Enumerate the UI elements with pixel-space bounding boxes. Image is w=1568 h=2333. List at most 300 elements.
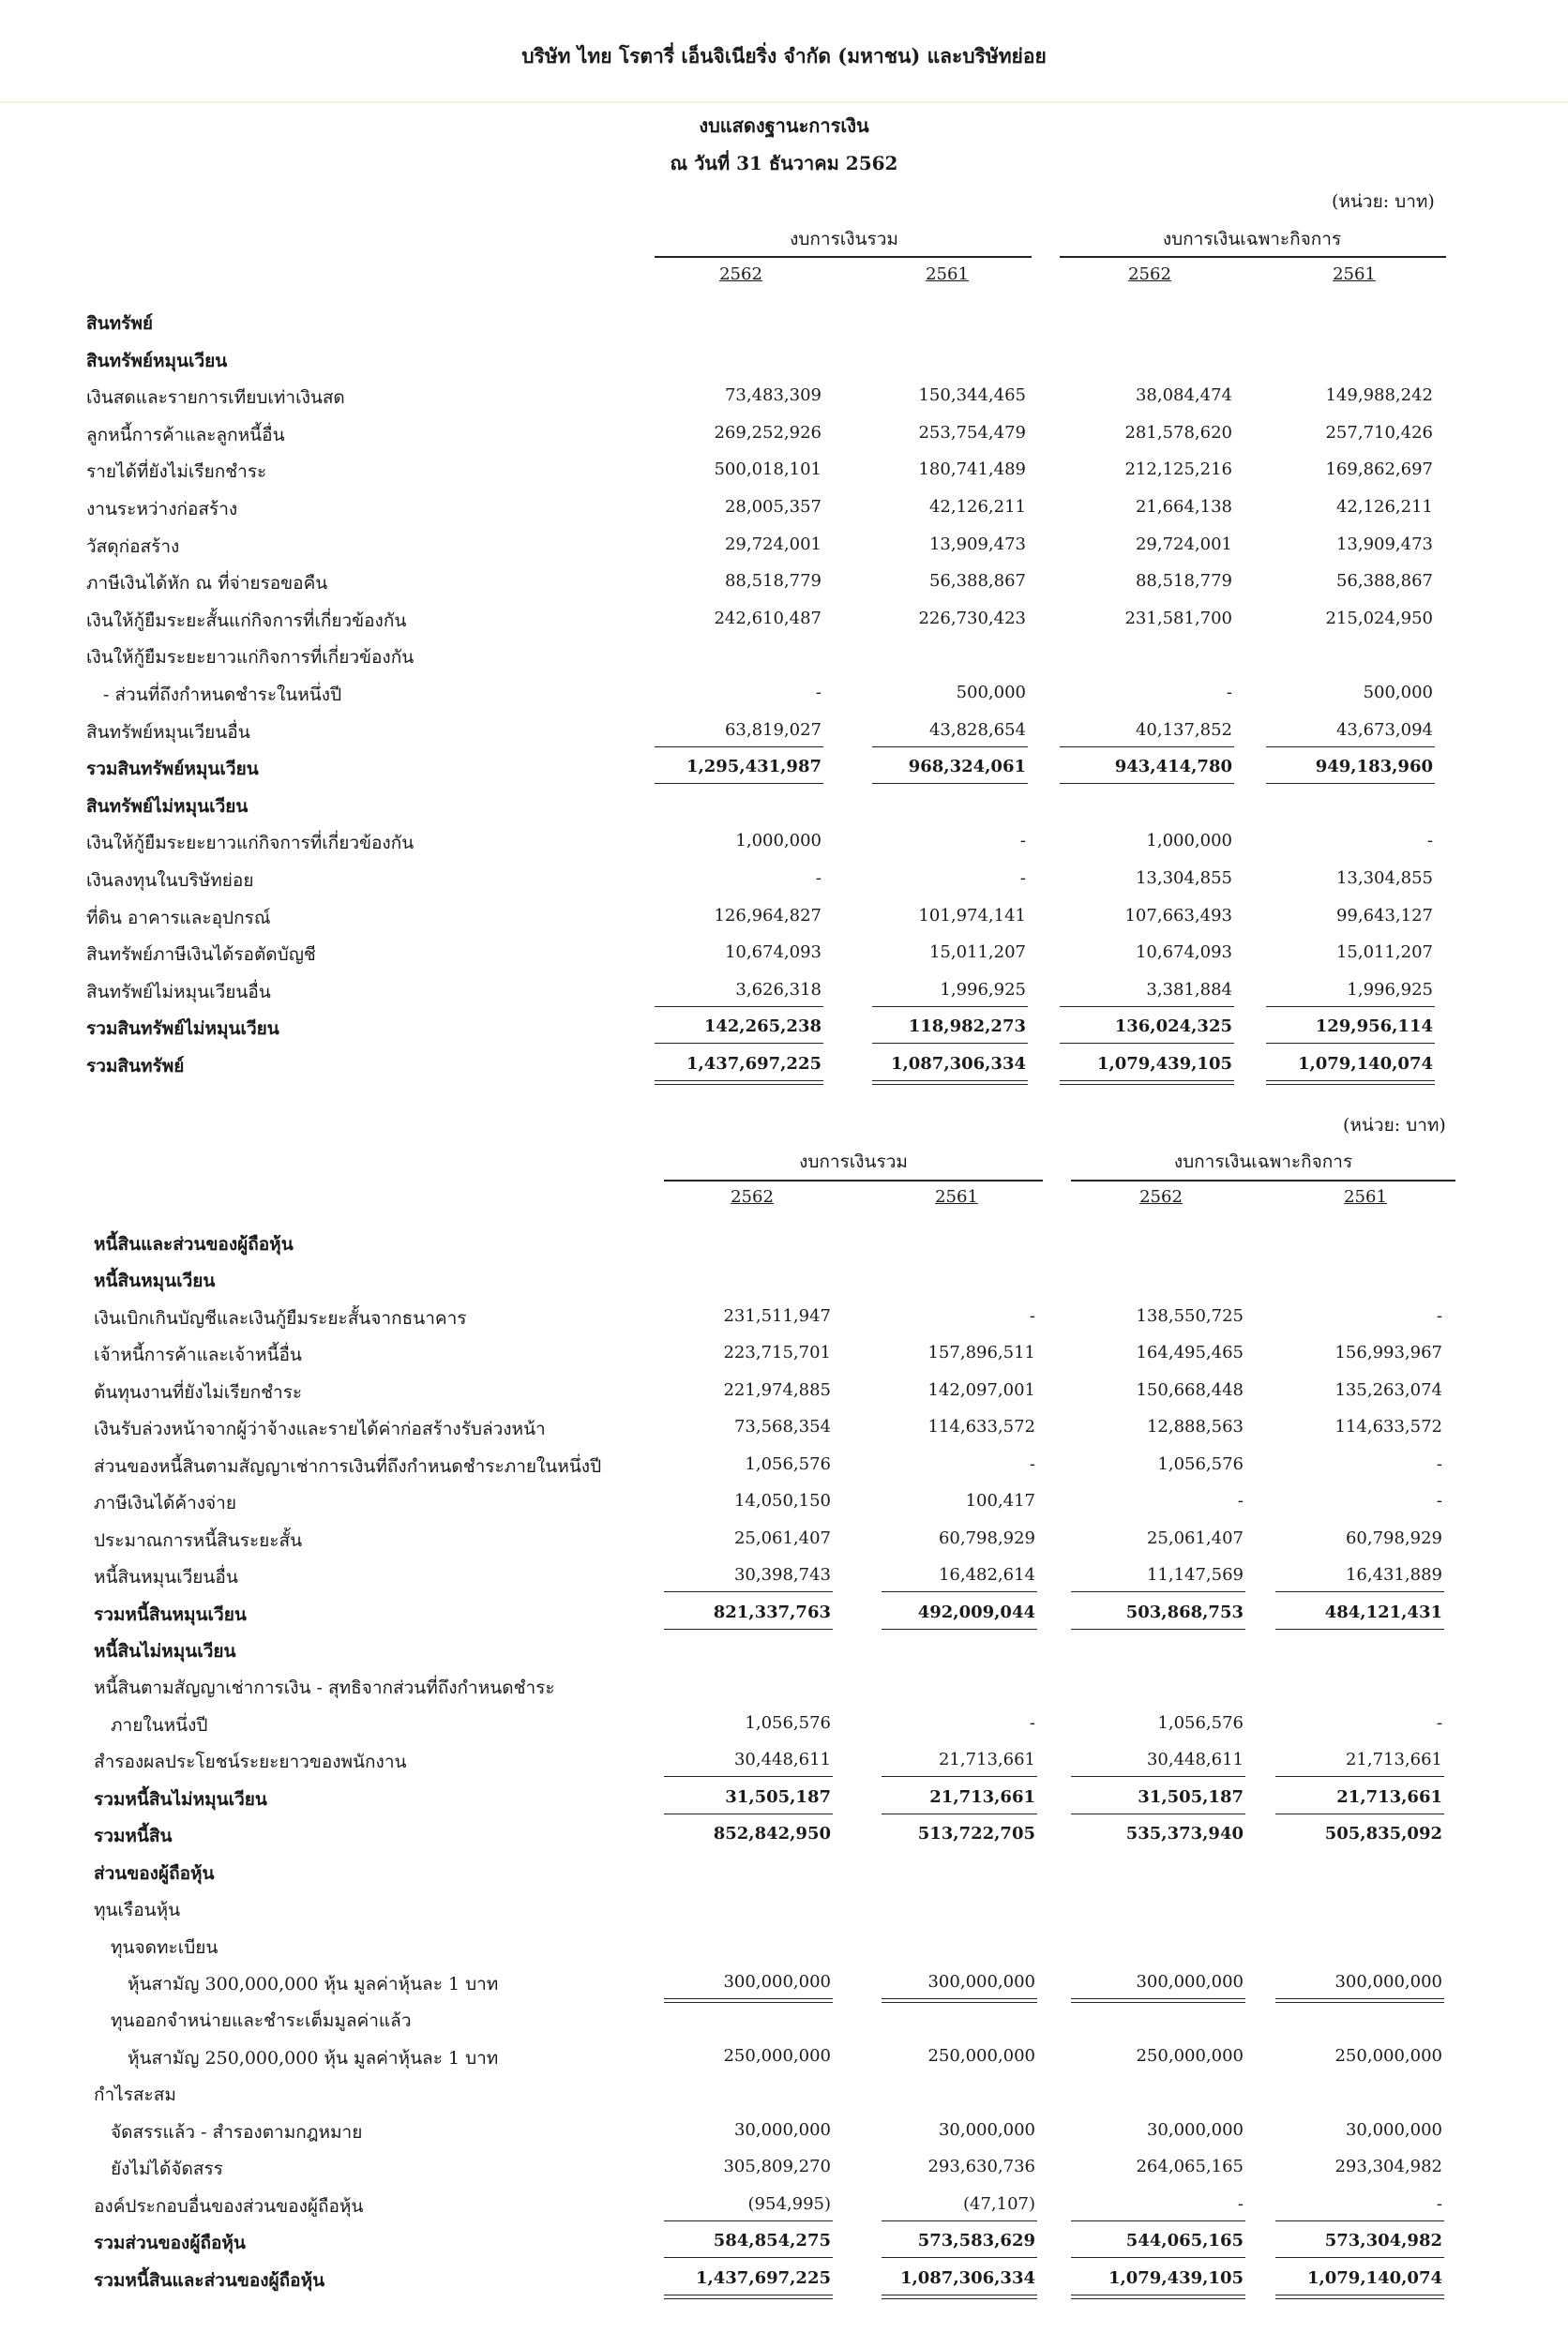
value-consolidated-2562: 1,437,697,225 xyxy=(686,1054,822,1074)
statement-row xyxy=(0,2081,1568,2109)
value-separate-2562: 1,079,439,105 xyxy=(1108,2268,1244,2288)
statement-row xyxy=(0,607,1568,635)
underline xyxy=(1060,746,1234,747)
row-label: - ส่วนที่ถึงกำหนดชำระในหนึ่งปี xyxy=(103,685,342,705)
double-underline xyxy=(1275,2295,1444,2299)
underline xyxy=(872,1006,1028,1007)
underline xyxy=(872,1043,1028,1044)
double-underline xyxy=(655,1080,823,1085)
value-separate-2561: 573,304,982 xyxy=(1324,2231,1442,2250)
value-separate-2561: - xyxy=(1436,1306,1442,1326)
value-consolidated-2562: 3,626,318 xyxy=(735,980,822,1000)
value-separate-2562: 3,381,884 xyxy=(1146,980,1232,1000)
value-consolidated-2561: 42,126,211 xyxy=(928,497,1026,517)
value-consolidated-2562: 584,854,275 xyxy=(713,2231,831,2250)
value-consolidated-2562: 31,505,187 xyxy=(725,1787,831,1807)
value-separate-2561: 505,835,092 xyxy=(1324,1824,1442,1844)
value-separate-2561: 99,643,127 xyxy=(1335,906,1433,926)
value-consolidated-2561: - xyxy=(1019,831,1026,850)
value-separate-2561: 149,988,242 xyxy=(1325,385,1433,405)
group-separate-rule xyxy=(1071,1180,1455,1182)
group-separate-rule xyxy=(1060,256,1446,258)
value-consolidated-2562: 821,337,763 xyxy=(713,1603,831,1622)
row-label: ส่วนของผู้ถือหุ้น xyxy=(94,1863,215,1884)
row-label: รวมหนี้สิน xyxy=(94,1826,173,1846)
value-consolidated-2562: 126,964,827 xyxy=(714,906,822,926)
value-separate-2562: 30,000,000 xyxy=(1146,2120,1244,2140)
row-label: หุ้นสามัญ 250,000,000 หุ้น มูลค่าหุ้นละ 1 บาท xyxy=(128,2048,499,2069)
value-separate-2561: 1,996,925 xyxy=(1347,980,1433,1000)
underline xyxy=(664,1591,833,1592)
value-consolidated-2562: 30,398,743 xyxy=(733,1565,831,1585)
row-label: รายได้ที่ยังไม่เรียกชำระ xyxy=(86,461,267,482)
statement-row xyxy=(0,718,1568,746)
statement-row xyxy=(0,643,1568,671)
statement-row xyxy=(0,829,1568,857)
underline xyxy=(1266,1006,1435,1007)
underline xyxy=(1275,2257,1444,2258)
value-separate-2562: - xyxy=(1226,683,1232,702)
row-label: เงินให้กู้ยืมระยะสั้นแก่กิจการที่เกี่ยวข้องกัน xyxy=(86,610,407,631)
row-label: ส่วนของหนี้สินตามสัญญาเช่าการเงินที่ถึงกำหนดชำระภายในหนึ่งปี xyxy=(94,1456,602,1477)
statement-row xyxy=(0,384,1568,412)
row-label: วัสดุก่อสร้าง xyxy=(86,536,180,557)
value-separate-2561: - xyxy=(1436,2194,1442,2214)
row-label: เงินให้กู้ยืมระยะยาวแก่กิจการที่เกี่ยวข้องกัน xyxy=(86,833,415,853)
value-separate-2561: 293,304,982 xyxy=(1334,2157,1442,2176)
value-consolidated-2561: 150,344,465 xyxy=(918,385,1026,405)
value-separate-2561: 484,121,431 xyxy=(1324,1603,1442,1622)
row-label: ภายในหนึ่งปี xyxy=(111,1715,208,1736)
underline xyxy=(872,783,1028,784)
value-separate-2561: - xyxy=(1436,1454,1442,1474)
scan-artifact xyxy=(0,101,1568,103)
row-label: ลูกหนี้การค้าและลูกหนี้อื่น xyxy=(86,425,285,445)
row-label: เงินลงทุนในบริษัทย่อย xyxy=(86,870,254,891)
underline xyxy=(664,1776,833,1777)
underline xyxy=(1060,1043,1234,1044)
underline xyxy=(1071,1591,1245,1592)
value-consolidated-2561: 60,798,929 xyxy=(938,1528,1035,1548)
statement-row xyxy=(0,1267,1568,1295)
year-header-separate-2561: 2561 xyxy=(1333,264,1376,284)
value-separate-2561: 21,713,661 xyxy=(1336,1787,1442,1807)
statement-row xyxy=(0,421,1568,449)
underline xyxy=(882,2220,1037,2221)
row-label: รวมสินทรัพย์หมุนเวียน xyxy=(86,759,259,779)
statement-row xyxy=(0,1563,1568,1591)
row-label: ประมาณการหนี้สินระยะสั้น xyxy=(94,1530,303,1551)
value-consolidated-2561: 300,000,000 xyxy=(927,1972,1035,1992)
underline xyxy=(1071,2257,1245,2258)
value-separate-2561: 169,862,697 xyxy=(1325,459,1433,479)
double-underline xyxy=(882,1998,1037,2003)
statement-row xyxy=(0,1896,1568,1924)
statement-row xyxy=(0,1601,1568,1629)
statement-row xyxy=(0,1637,1568,1665)
row-label: หนี้สินไม่หมุนเวียน xyxy=(94,1641,236,1662)
underline xyxy=(882,2257,1037,2258)
statement-row xyxy=(0,2155,1568,2183)
group-consolidated-header: งบการเงินรวม xyxy=(790,229,898,249)
value-consolidated-2561: 15,011,207 xyxy=(928,942,1026,962)
statement-row xyxy=(0,569,1568,597)
statement-date: ณ วันที่ 31 ธันวาคม 2562 xyxy=(670,152,898,174)
statement-row xyxy=(0,1711,1568,1739)
row-label: ภาษีเงินได้หัก ณ ที่จ่ายรอขอคืน xyxy=(86,573,328,594)
value-consolidated-2561: - xyxy=(1019,868,1026,888)
value-separate-2562: 1,079,439,105 xyxy=(1096,1054,1232,1074)
value-consolidated-2562: 269,252,926 xyxy=(714,423,822,443)
value-consolidated-2562: 300,000,000 xyxy=(723,1972,831,1992)
statement-row xyxy=(0,1822,1568,1850)
statement-row xyxy=(0,904,1568,932)
underline xyxy=(1071,1776,1245,1777)
double-underline xyxy=(1266,1080,1435,1085)
statement-row xyxy=(0,1674,1568,1702)
row-label: หุ้นสามัญ 300,000,000 หุ้น มูลค่าหุ้นละ 1 บาท xyxy=(128,1974,499,1994)
value-separate-2561: 30,000,000 xyxy=(1345,2120,1442,2140)
value-separate-2562: 150,668,448 xyxy=(1136,1380,1244,1400)
year-header-separate-2562: 2562 xyxy=(1128,264,1171,284)
value-consolidated-2562: - xyxy=(815,868,822,888)
value-separate-2562: 12,888,563 xyxy=(1146,1417,1244,1437)
value-consolidated-2562: 73,568,354 xyxy=(733,1417,831,1437)
underline xyxy=(664,2220,833,2221)
value-consolidated-2561: - xyxy=(1029,1454,1035,1474)
value-consolidated-2561: 968,324,061 xyxy=(908,757,1026,776)
statement-row xyxy=(0,681,1568,709)
value-separate-2562: 10,674,093 xyxy=(1135,942,1232,962)
row-label: รวมสินทรัพย์ไม่หมุนเวียน xyxy=(86,1018,279,1039)
value-separate-2562: 38,084,474 xyxy=(1135,385,1232,405)
value-consolidated-2561: 118,982,273 xyxy=(908,1016,1026,1036)
statement-row xyxy=(0,1452,1568,1481)
statement-row xyxy=(0,347,1568,375)
value-consolidated-2561: 16,482,614 xyxy=(938,1565,1035,1585)
value-consolidated-2562: (954,995) xyxy=(747,2194,831,2214)
underline xyxy=(1060,783,1234,784)
double-underline xyxy=(882,2295,1037,2299)
value-consolidated-2561: 253,754,479 xyxy=(918,423,1026,443)
value-consolidated-2561: 250,000,000 xyxy=(927,2046,1035,2066)
value-consolidated-2562: 1,056,576 xyxy=(745,1713,831,1733)
value-separate-2561: 135,263,074 xyxy=(1334,1380,1442,1400)
double-underline xyxy=(1071,1998,1245,2003)
year-header-consolidated-2562: 2562 xyxy=(719,264,762,284)
row-label: เจ้าหนี้การค้าและเจ้าหนี้อื่น xyxy=(94,1345,302,1365)
value-consolidated-2561: 1,087,306,334 xyxy=(890,1054,1026,1074)
statement-row xyxy=(0,1785,1568,1814)
statement-row xyxy=(0,2266,1568,2295)
value-separate-2561: 129,956,114 xyxy=(1315,1016,1433,1036)
value-consolidated-2562: 10,674,093 xyxy=(724,942,822,962)
row-label: ทุนออกจำหน่ายและชำระเต็มมูลค่าแล้ว xyxy=(111,2010,412,2031)
value-consolidated-2562: 242,610,487 xyxy=(714,609,822,628)
value-separate-2562: 11,147,569 xyxy=(1146,1565,1244,1585)
value-separate-2561: 15,011,207 xyxy=(1335,942,1433,962)
value-separate-2562: 40,137,852 xyxy=(1135,720,1232,740)
statement-row xyxy=(0,2118,1568,2146)
value-separate-2562: 212,125,216 xyxy=(1124,459,1232,479)
value-separate-2561: 215,024,950 xyxy=(1325,609,1433,628)
value-consolidated-2561: 21,713,661 xyxy=(929,1787,1035,1807)
value-consolidated-2561: 1,087,306,334 xyxy=(899,2268,1035,2288)
row-label: ที่ดิน อาคารและอุปกรณ์ xyxy=(86,908,271,928)
value-separate-2562: 29,724,001 xyxy=(1135,534,1232,554)
underline xyxy=(1071,2220,1245,2221)
value-separate-2562: - xyxy=(1237,2194,1244,2214)
underline xyxy=(1266,1043,1435,1044)
value-consolidated-2561: 43,828,654 xyxy=(928,720,1026,740)
value-consolidated-2561: 293,630,736 xyxy=(927,2157,1035,2176)
underline xyxy=(655,746,823,747)
value-consolidated-2561: 142,097,001 xyxy=(927,1380,1035,1400)
value-consolidated-2562: 231,511,947 xyxy=(723,1306,831,1326)
value-separate-2562: 164,495,465 xyxy=(1136,1343,1244,1362)
value-consolidated-2562: 30,000,000 xyxy=(733,2120,831,2140)
underline xyxy=(1275,1591,1444,1592)
double-underline xyxy=(664,2295,833,2299)
value-consolidated-2562: 1,295,431,987 xyxy=(686,757,822,776)
row-label: สินทรัพย์หมุนเวียนอื่น xyxy=(86,722,250,743)
value-separate-2562: 1,056,576 xyxy=(1157,1713,1244,1733)
statement-row xyxy=(0,1230,1568,1258)
row-label: เงินสดและรายการเทียบเท่าเงินสด xyxy=(86,387,345,408)
underline xyxy=(1266,746,1435,747)
value-separate-2562: 544,065,165 xyxy=(1125,2231,1244,2250)
statement-row xyxy=(0,1415,1568,1443)
underline xyxy=(655,1006,823,1007)
value-separate-2561: 56,388,867 xyxy=(1335,571,1433,591)
row-label: สินทรัพย์ xyxy=(86,313,153,334)
value-separate-2562: 1,056,576 xyxy=(1157,1454,1244,1474)
value-consolidated-2562: 73,483,309 xyxy=(724,385,822,405)
underline xyxy=(655,1043,823,1044)
value-consolidated-2562: 29,724,001 xyxy=(724,534,822,554)
underline xyxy=(882,1776,1037,1777)
year-header-consolidated-2561: 2561 xyxy=(926,264,969,284)
row-label: เงินเบิกเกินบัญชีและเงินกู้ยืมระยะสั้นจากธนาคาร xyxy=(94,1308,467,1329)
statement-row xyxy=(0,2007,1568,2035)
underline xyxy=(655,783,823,784)
row-label: สินทรัพย์ภาษีเงินได้รอตัดบัญชี xyxy=(86,944,316,965)
year-header-separate-2561: 2561 xyxy=(1344,1187,1387,1207)
value-separate-2561: 500,000 xyxy=(1363,683,1433,702)
underline xyxy=(664,1629,833,1630)
value-consolidated-2561: 180,741,489 xyxy=(918,459,1026,479)
underline xyxy=(882,1591,1037,1592)
value-separate-2561: - xyxy=(1436,1713,1442,1733)
row-label: งานระหว่างก่อสร้าง xyxy=(86,499,238,519)
value-consolidated-2562: 25,061,407 xyxy=(733,1528,831,1548)
value-consolidated-2562: 63,819,027 xyxy=(724,720,822,740)
value-separate-2561: 949,183,960 xyxy=(1315,757,1433,776)
value-separate-2561: 13,909,473 xyxy=(1335,534,1433,554)
value-separate-2561: 21,713,661 xyxy=(1345,1750,1442,1769)
statement-row xyxy=(0,1489,1568,1517)
statement-row xyxy=(0,941,1568,969)
unit-label: (หน่วย: บาท) xyxy=(1343,1115,1446,1136)
value-consolidated-2561: 226,730,423 xyxy=(918,609,1026,628)
value-consolidated-2561: 492,009,044 xyxy=(917,1603,1035,1622)
value-consolidated-2562: - xyxy=(815,683,822,702)
value-separate-2562: 264,065,165 xyxy=(1136,2157,1244,2176)
statement-row xyxy=(0,1304,1568,1332)
group-separate-header: งบการเงินเฉพาะกิจการ xyxy=(1173,1151,1353,1172)
value-separate-2561: 42,126,211 xyxy=(1335,497,1433,517)
value-separate-2561: 13,304,855 xyxy=(1335,868,1433,888)
row-label: ทุนจดทะเบียน xyxy=(111,1937,219,1958)
row-label: เงินให้กู้ยืมระยะยาวแก่กิจการที่เกี่ยวข้องกัน xyxy=(86,647,415,668)
value-separate-2561: 1,079,140,074 xyxy=(1306,2268,1442,2288)
value-separate-2562: 31,505,187 xyxy=(1138,1787,1244,1807)
statement-row xyxy=(0,2192,1568,2220)
double-underline xyxy=(1060,1080,1234,1085)
statement-row xyxy=(0,1859,1568,1888)
row-label: รวมหนี้สินไม่หมุนเวียน xyxy=(94,1789,267,1810)
value-consolidated-2561: 101,974,141 xyxy=(918,906,1026,926)
value-consolidated-2561: 56,388,867 xyxy=(928,571,1026,591)
value-consolidated-2561: 114,633,572 xyxy=(927,1417,1035,1437)
value-consolidated-2561: 1,996,925 xyxy=(940,980,1026,1000)
statement-row xyxy=(0,1378,1568,1407)
row-label: สินทรัพย์ไม่หมุนเวียนอื่น xyxy=(86,982,271,1002)
value-consolidated-2562: 223,715,701 xyxy=(723,1343,831,1362)
row-label: หนี้สินและส่วนของผู้ถือหุ้น xyxy=(94,1234,294,1255)
value-separate-2562: 300,000,000 xyxy=(1136,1972,1244,1992)
double-underline xyxy=(1071,2295,1245,2299)
value-separate-2561: 114,633,572 xyxy=(1334,1417,1442,1437)
row-label: สินทรัพย์ไม่หมุนเวียน xyxy=(86,796,249,817)
value-consolidated-2562: 1,056,576 xyxy=(745,1454,831,1474)
statement-row xyxy=(0,1052,1568,1080)
value-separate-2562: 30,448,611 xyxy=(1146,1750,1244,1769)
company-name: บริษัท ไทย โรตารี่ เอ็นจิเนียริ่ง จำกัด (มหาชน) และบริษัทย่อย xyxy=(521,44,1047,68)
underline xyxy=(664,2257,833,2258)
row-label: รวมสินทรัพย์ xyxy=(86,1056,185,1076)
value-separate-2562: - xyxy=(1237,1491,1244,1511)
underline xyxy=(882,1629,1037,1630)
row-label: รวมหนี้สินหมุนเวียน xyxy=(94,1604,247,1625)
value-consolidated-2562: 221,974,885 xyxy=(723,1380,831,1400)
statement-row xyxy=(0,533,1568,561)
statement-row xyxy=(0,2044,1568,2072)
statement-row xyxy=(0,458,1568,486)
row-label: รวมหนี้สินและส่วนของผู้ถือหุ้น xyxy=(94,2270,325,2291)
statement-row xyxy=(0,866,1568,895)
value-consolidated-2561: 30,000,000 xyxy=(938,2120,1035,2140)
statement-row xyxy=(0,1934,1568,1962)
value-consolidated-2562: 852,842,950 xyxy=(713,1824,831,1844)
row-label: ต้นทุนงานที่ยังไม่เรียกชำระ xyxy=(94,1382,303,1403)
value-separate-2562: 136,024,325 xyxy=(1114,1016,1232,1036)
value-separate-2561: 16,431,889 xyxy=(1345,1565,1442,1585)
value-consolidated-2561: 21,713,661 xyxy=(938,1750,1035,1769)
value-consolidated-2561: 157,896,511 xyxy=(927,1343,1035,1362)
row-label: หนี้สินตามสัญญาเช่าการเงิน - สุทธิจากส่วนที่ถึงกำหนดชำระ xyxy=(94,1678,555,1698)
statement-row xyxy=(0,1341,1568,1369)
value-separate-2561: 60,798,929 xyxy=(1345,1528,1442,1548)
double-underline xyxy=(1275,1998,1444,2003)
value-separate-2562: 535,373,940 xyxy=(1125,1824,1244,1844)
value-consolidated-2561: (47,107) xyxy=(962,2194,1035,2214)
value-consolidated-2561: - xyxy=(1029,1306,1035,1326)
value-separate-2562: 25,061,407 xyxy=(1146,1528,1244,1548)
value-consolidated-2561: 100,417 xyxy=(965,1491,1035,1511)
value-separate-2561: 1,079,140,074 xyxy=(1297,1054,1433,1074)
underline xyxy=(1060,1006,1234,1007)
group-separate-header: งบการเงินเฉพาะกิจการ xyxy=(1162,229,1342,249)
value-consolidated-2561: 513,722,705 xyxy=(917,1824,1035,1844)
value-consolidated-2562: 30,448,611 xyxy=(733,1750,831,1769)
value-separate-2561: 156,993,967 xyxy=(1334,1343,1442,1362)
value-consolidated-2562: 142,265,238 xyxy=(703,1016,822,1036)
value-separate-2562: 88,518,779 xyxy=(1135,571,1232,591)
double-underline xyxy=(872,1080,1028,1085)
value-consolidated-2562: 250,000,000 xyxy=(723,2046,831,2066)
statement-row xyxy=(0,495,1568,523)
statement-row xyxy=(0,1970,1568,1998)
value-consolidated-2562: 1,437,697,225 xyxy=(695,2268,831,2288)
statement-row xyxy=(0,792,1568,820)
value-consolidated-2561: 573,583,629 xyxy=(917,2231,1035,2250)
value-separate-2562: 250,000,000 xyxy=(1136,2046,1244,2066)
value-separate-2561: 250,000,000 xyxy=(1334,2046,1442,2066)
value-separate-2562: 107,663,493 xyxy=(1124,906,1232,926)
value-separate-2561: 43,673,094 xyxy=(1335,720,1433,740)
row-label: องค์ประกอบอื่นของส่วนของผู้ถือหุ้น xyxy=(94,2196,364,2217)
underline xyxy=(1266,783,1435,784)
group-consolidated-rule xyxy=(664,1180,1043,1182)
row-label: ทุนเรือนหุ้น xyxy=(94,1900,181,1920)
value-separate-2561: - xyxy=(1426,831,1433,850)
row-label: สินทรัพย์หมุนเวียน xyxy=(86,351,228,371)
value-consolidated-2561: - xyxy=(1029,1713,1035,1733)
value-separate-2562: 21,664,138 xyxy=(1135,497,1232,517)
value-consolidated-2561: 13,909,473 xyxy=(928,534,1026,554)
statement-title: งบแสดงฐานะการเงิน xyxy=(699,114,869,137)
statement-row xyxy=(0,1527,1568,1555)
group-consolidated-rule xyxy=(655,256,1032,258)
year-header-separate-2562: 2562 xyxy=(1139,1187,1183,1207)
value-consolidated-2561: 500,000 xyxy=(956,683,1026,702)
value-separate-2562: 503,868,753 xyxy=(1125,1603,1244,1622)
group-consolidated-header: งบการเงินรวม xyxy=(799,1151,908,1172)
underline xyxy=(872,746,1028,747)
underline xyxy=(1275,2220,1444,2221)
value-separate-2561: 300,000,000 xyxy=(1334,1972,1442,1992)
row-label: หนี้สินหมุนเวียน xyxy=(94,1271,216,1291)
value-separate-2562: 281,578,620 xyxy=(1124,423,1232,443)
value-consolidated-2562: 500,018,101 xyxy=(714,459,822,479)
value-separate-2562: 1,000,000 xyxy=(1146,831,1232,850)
statement-row xyxy=(0,2229,1568,2257)
row-label: สำรองผลประโยชน์ระยะยาวของพนักงาน xyxy=(94,1752,407,1772)
double-underline xyxy=(664,1998,833,2003)
value-consolidated-2562: 88,518,779 xyxy=(724,571,822,591)
value-separate-2562: 231,581,700 xyxy=(1124,609,1232,628)
row-label: เงินรับล่วงหน้าจากผู้ว่าจ้างและรายได้ค่าก่อสร้างรับล่วงหน้า xyxy=(94,1419,546,1439)
row-label: จัดสรรแล้ว - สำรองตามกฎหมาย xyxy=(111,2122,363,2143)
underline xyxy=(1071,1629,1245,1630)
value-consolidated-2562: 305,809,270 xyxy=(723,2157,831,2176)
row-label: กำไรสะสม xyxy=(94,2085,176,2105)
row-label: หนี้สินหมุนเวียนอื่น xyxy=(94,1567,238,1588)
statement-row xyxy=(0,1015,1568,1043)
statement-row xyxy=(0,978,1568,1006)
value-consolidated-2562: 28,005,357 xyxy=(724,497,822,517)
